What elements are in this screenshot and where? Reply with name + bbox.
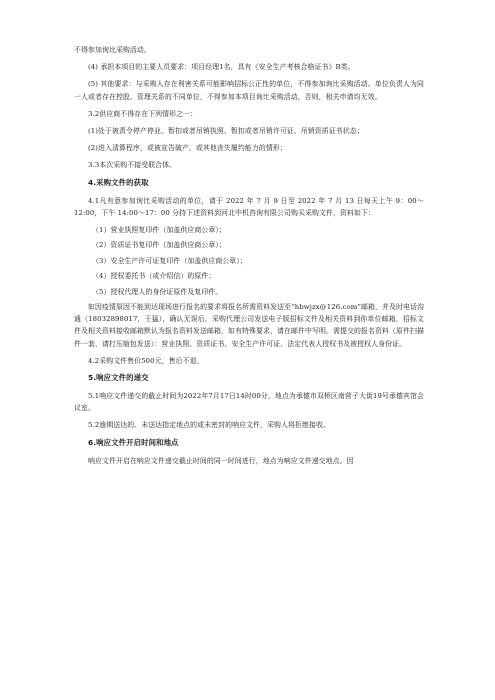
list-item: （1）营业执照复印件（加盖供应商公章）；: [92, 226, 226, 235]
paragraph: 3.3本次采购不接受联合体。: [88, 161, 177, 170]
section-heading: 4.采购文件的获取: [88, 177, 149, 187]
list-item: （3）安全生产许可证复印件（加盖供应商公章）；: [92, 256, 247, 265]
paragraph: 5.1响应文件递交的截止时间为2022年7月17日14时00分，地点为承德市双桥区南营子大街19号承德宾馆会议室。: [74, 392, 424, 413]
paragraph: 不得参加询比采购活动。: [74, 46, 151, 54]
paragraph: 5.2逾期送达的、未送达指定地点的或未密封的响应文件，采购人将拒绝接收。: [88, 421, 330, 430]
paragraph: 4.2采购文件售价500元，售后不退。: [88, 356, 204, 365]
list-item: （2）资质证书复印件（加盖供应商公章）；: [92, 241, 226, 250]
section-heading: 5.响应文件的递交: [88, 373, 149, 382]
paragraph: 如因疫情原因不能到达现场进行报名的要求将报名所需资料发送至“hbwjzx@126.com”邮箱，并及时电话沟通（18032898017，王猛），确认无误后，采购代理公司发送电子版招标文件及相关资料到你单位邮箱，招标文件及相关资料接收邮箱默认为报名资料发送邮箱，如有特殊要求，请在邮件中写明。需提交的报名资料（原件扫描件一套，请打压缩包发送）：营业执照、资质证书、安全生产许可证、法定代表人授权书及被授权人身份证。: [74, 302, 424, 348]
paragraph: (2)进入清算程序，或被宣告破产，或其他丧失履约能力的情形；: [88, 144, 287, 153]
paragraph: (1)处于被责令停产停业、暂扣或者吊销执照、暂扣或者吊销许可证、吊销资质证书状态；: [88, 127, 364, 136]
list-item: （5）授权代理人的身份证原件及复印件。: [92, 287, 223, 296]
paragraph: (5) 其他要求：与采购人存在利害关系可能影响招标公正性的单位，不得参加询比采购活动。单位负责人为同一人或者存在控股、管理关系的不同单位，不得参加本项目询比采购活动，否则，相关申请均无效。: [74, 80, 424, 101]
paragraph: 响应文件开启在响应文件递交截止时间的同一时间进行，地点为响应文件递交地点。因: [88, 456, 354, 465]
paragraph: 4.1凡有意参加询比采购活动的单位，请于 2022 年 7 月 9 日至 2022 年 7 月 13 日每天上午 9：00～12:00，下午 14:00～17：00 分持下述资料到河北中机咨询有限公司购买采购文件，资料如下：: [74, 196, 424, 217]
paragraph: (4) 承担本项目的主要人员要求：项目经理1名，具有《安全生产考核合格证书》B类。: [88, 63, 355, 72]
paragraph: 3.2供应商不得存在下列情形之一：: [88, 109, 198, 118]
document-body: [74, 44, 424, 472]
list-item: （4）授权委托书（或介绍信）的原件；: [92, 272, 216, 281]
section-heading: 6.响应文件开启时间和地点: [88, 437, 179, 447]
